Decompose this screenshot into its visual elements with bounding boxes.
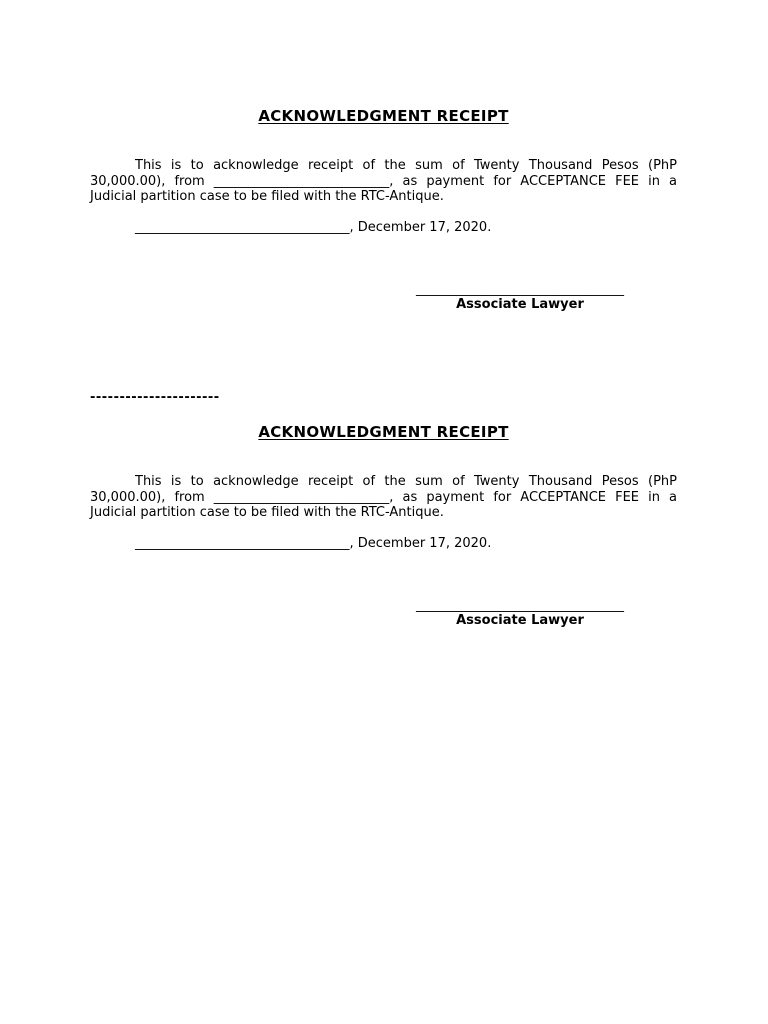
signature-line: ________________________________ — [416, 598, 624, 613]
signature-block — [396, 598, 644, 628]
signature-line: ________________________________ — [416, 282, 624, 297]
receipt-date-line: _________________________________, December 17, 2020. — [135, 219, 492, 235]
receipt-title: ACKNOWLEDGMENT RECEIPT — [258, 423, 509, 441]
receipt-body: This is to acknowledge receipt of the sum of Twenty Thousand Pesos (PhP 30,000.00), from ___________________________, as payment for ACCEPTANCE FEE in a Judicial partition case to be filed with the RTC-Antique. — [90, 158, 677, 204]
receipt-body: This is to acknowledge receipt of the sum of Twenty Thousand Pesos (PhP 30,000.00), from ___________________________, as payment for ACCEPTANCE FEE in a Judicial partition case to be filed with the RTC-Antique. — [90, 474, 677, 520]
signatory-title: Associate Lawyer — [456, 612, 584, 628]
separator-line: ---------------------- — [90, 390, 220, 405]
receipt-date-line: _________________________________, December 17, 2020. — [135, 535, 492, 551]
signatory-title: Associate Lawyer — [456, 296, 584, 312]
receipt-2 — [90, 422, 677, 628]
receipt-title: ACKNOWLEDGMENT RECEIPT — [258, 107, 509, 125]
signature-block — [396, 282, 644, 312]
receipt-1 — [90, 106, 677, 312]
